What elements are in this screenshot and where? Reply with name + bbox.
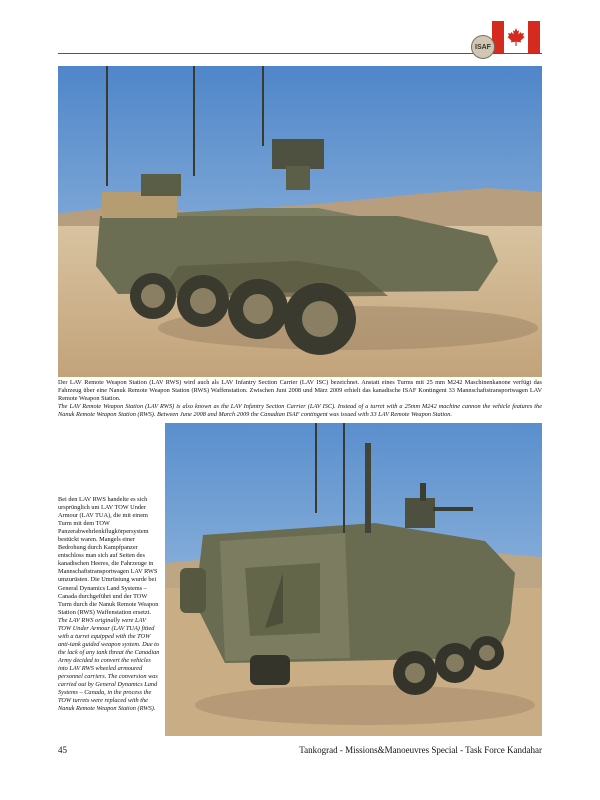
photo-lav-rws-front [58,66,542,377]
maple-leaf-icon [506,27,526,47]
photo-lav-rws-rear [165,423,542,736]
caption-english: The LAV Remote Weapon Station (LAV RWS) is also known as the LAV Infantry Section Carrier (LAV ISC). Instead of a turret with a 25mm M242 machine cannon the vehicle features the Nanuk Remote Weapon Station (RWS). Between June 2008 and March 2009 the Canadian ISAF contingent was issued with 33 LAV Remote Weapon Station. [58,403,542,419]
canada-flag-icon [492,21,540,53]
sidebar-text [58,496,160,713]
isaf-badge: ISAF [471,35,495,59]
page-number: 45 [58,745,67,755]
photo-caption [58,379,542,419]
header-rule [58,53,542,54]
caption-german: Der LAV Remote Weapon Station (LAV RWS) wird auch als LAV Infantry Section Carrier (LAV ISC) bezeichnet. Anstatt eines Turms mit 25 mm M242 Maschinenkanone verfügt das Fahrzeug über eine Nanuk Remote Weapon Station (RWS) Waffenstation. Zwischen Juni 2008 und März 2009 erhielt das kanadische ISAF Kontingent 33 Mannschaftstransportwagen LAV Remote Weapon Station. [58,379,542,403]
sidebar-german: Bei den LAV RWS handelte es sich ursprünglich um LAV TOW Under Armour (LAV TUA), die mit einem Turm mit dem TOW Panzerabwehrlenkflugkörpersystem bestückt waren. Mangels einer Bedrohung durch Kampfpanzer entschloss man sich auf Seiten des kanadischen Heeres, die Fahrzeuge in Mannschaftstransportwagen LAV RWS umzurüsten. Die Umrüstung wurde bei General Dynamics Land Systems – Canada durchgeführt und der TOW Turm durch die Nanuk Remote Weapon Station (RWS) Waffenstation ersetzt. [58,496,159,616]
running-title: Tankograd - Missions&Manoeuvres Special - Task Force Kandahar [299,745,542,755]
sidebar-english: The LAV RWS originally were LAV TOW Under Armour (LAV TUA) fitted with a turret equipped with the TOW anti-tank guided weapon system. Due to the lack of any tank threat the Canadian Army decided to convert the vehicles into LAV RWS wheeled armoured personnel carriers. The conversion was carried out by General Dynamics Land Systems – Canada, in the process the TOW turrets were replaced with the Nanuk Remote Weapon Station (RWS). [58,616,160,713]
